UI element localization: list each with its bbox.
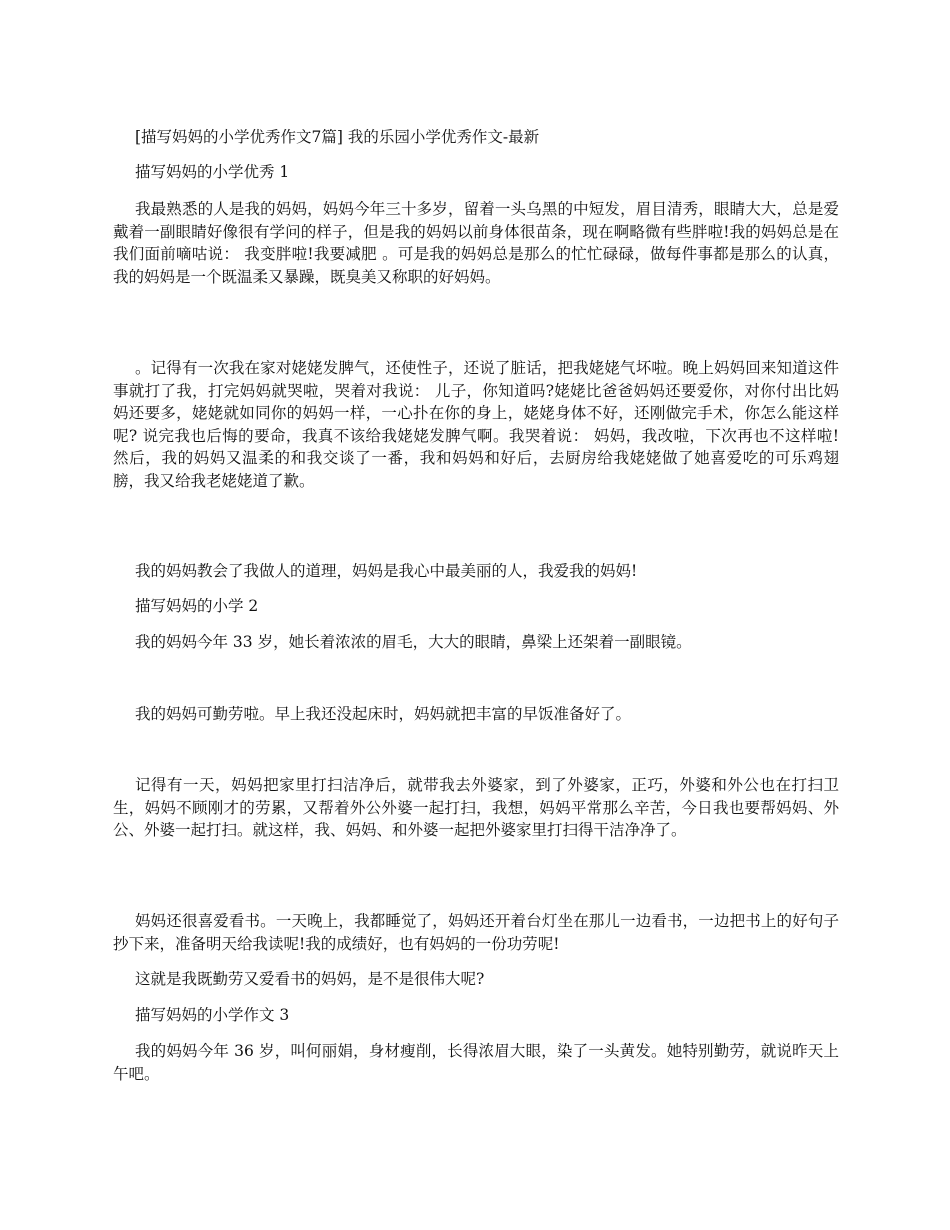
- body-paragraph: 记得有一天，妈妈把家里打扫洁净后，就带我去外婆家，到了外婆家，正巧，外婆和外公也在打扫卫生，妈妈不顾刚才的劳累，又帮着外公外婆一起打扫，我想，妈妈平常那么辛苦，今日我也要帮妈妈、外公、外婆一起打扫。就这样，我、妈妈、和外婆一起把外婆家里打扫得干洁净净了。: [113, 776, 839, 839]
- section-heading: 描写妈妈的小学优秀 1: [135, 163, 290, 181]
- body-paragraph: 我的妈妈今年 36 岁，叫何丽娟，身材瘦削，长得浓眉大眼，染了一头黄发。她特别勤劳，就说昨天上午吧。: [113, 1042, 839, 1083]
- body-paragraph: 。记得有一次我在家对姥姥发脾气，还使性子，还说了脏话，把我姥姥气坏啦。晚上妈妈回来知道这件事就打了我，打完妈妈就哭啦，哭着对我说： 儿子，你知道吗?姥姥比爸爸妈妈还要爱你，对你付出比妈妈还要多，姥姥就如同你的妈妈一样，一心扑在你的身上，姥姥身体不好，还刚做完手术，你怎么能这样呢? 说完我也后悔的要命，我真不该给我姥姥发脾气啊。我哭着说： 妈妈，我改啦，下次再也不这样啦! 然后，我的妈妈又温柔的和我交谈了一番，我和妈妈和好后，去厨房给我姥姥做了她喜爱吃的可乐鸡翅膀，我又给我老姥姥道了歉。: [113, 359, 839, 490]
- body-paragraph: 我的妈妈可勤劳啦。早上我还没起床时，妈妈就把丰富的早饭准备好了。: [135, 705, 632, 723]
- body-paragraph: 这就是我既勤劳又爱看书的妈妈，是不是很伟大呢?: [135, 970, 485, 988]
- body-paragraph: 妈妈还很喜爱看书。一天晚上，我都睡觉了，妈妈还开着台灯坐在那儿一边看书，一边把书上的好句子抄下来，准备明天给我读呢!我的成绩好，也有妈妈的一份功劳呢!: [113, 912, 839, 953]
- body-paragraph: 我的妈妈教会了我做人的道理，妈妈是我心中最美丽的人，我爱我的妈妈!: [135, 562, 638, 580]
- document-title: [描写妈妈的小学优秀作文7篇] 我的乐园小学优秀作文-最新: [135, 128, 540, 146]
- body-paragraph: 我最熟悉的人是我的妈妈，妈妈今年三十多岁，留着一头乌黑的中短发，眉目清秀，眼睛大大，总是爱戴着一副眼睛好像很有学问的样子，但是我的妈妈以前身体很苗条，现在啊略微有些胖啦!我的妈妈总是在我们面前嘀咕说： 我变胖啦!我要减肥 。可是我的妈妈总是那么的忙忙碌碌，做每件事都是那么的认真，我的妈妈是一个既温柔又暴躁，既臭美又称职的好妈妈。: [113, 200, 839, 286]
- body-paragraph: 我的妈妈今年 33 岁，她长着浓浓的眉毛，大大的眼睛，鼻梁上还架着一副眼镜。: [135, 633, 692, 651]
- section-heading: 描写妈妈的小学 2: [135, 597, 259, 615]
- section-heading: 描写妈妈的小学作文 3: [135, 1006, 290, 1024]
